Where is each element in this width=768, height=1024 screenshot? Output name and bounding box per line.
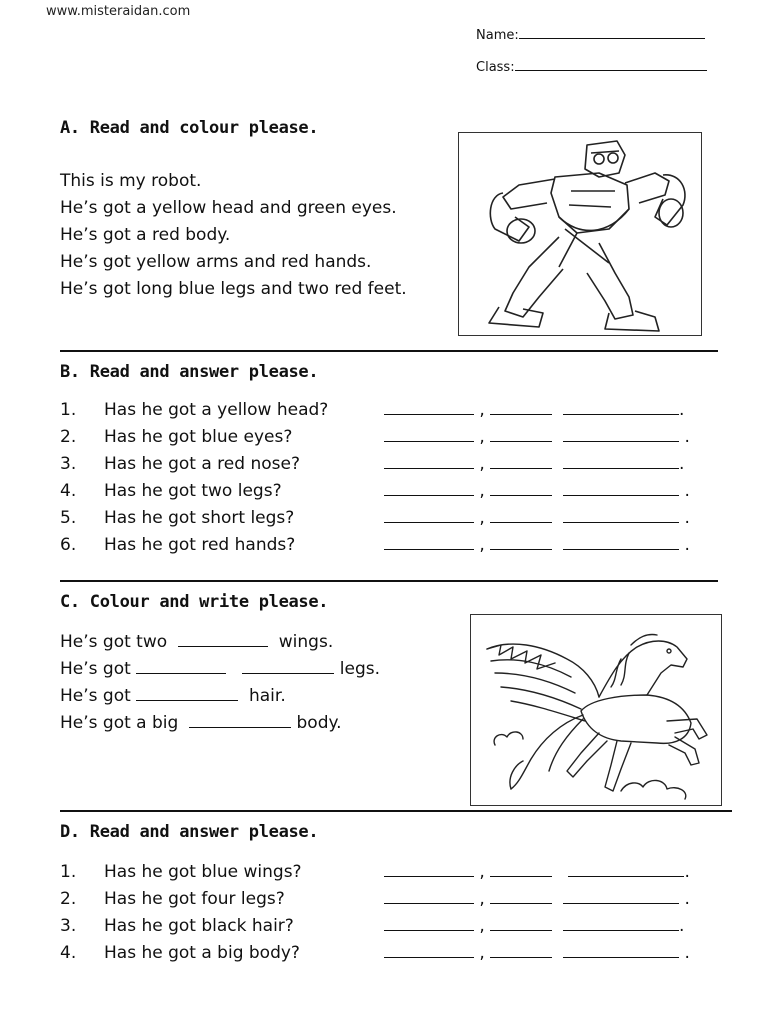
story-line: He’s got a yellow head and green eyes. <box>60 198 397 218</box>
answer-blanks[interactable]: , . <box>384 943 690 963</box>
write-line-text: He’s got a big <box>60 713 179 733</box>
write-line-text: legs. <box>339 659 381 679</box>
question-text: Has he got two legs? <box>104 481 282 501</box>
pegasus-icon <box>471 615 721 805</box>
class-blank[interactable] <box>515 58 707 71</box>
question-text: Has he got blue wings? <box>104 862 302 882</box>
question-text: Has he got four legs? <box>104 889 285 909</box>
write-blank[interactable] <box>136 659 226 674</box>
section-b-questions <box>60 400 740 562</box>
write-line-text: hair. <box>248 686 286 706</box>
write-line-text: He’s got two <box>60 632 168 652</box>
class-label: Class: <box>476 60 515 75</box>
question-number: 4. <box>60 481 77 501</box>
write-line-text: body. <box>296 713 342 733</box>
write-line <box>60 659 380 686</box>
write-line <box>60 713 342 740</box>
question-number: 4. <box>60 943 77 963</box>
question-number: 3. <box>60 916 77 936</box>
answer-blanks[interactable]: , . <box>384 916 684 936</box>
section-b-title: B. Read and answer please. <box>60 362 319 382</box>
question-number: 6. <box>60 535 77 555</box>
question-text: Has he got a big body? <box>104 943 300 963</box>
answer-blanks[interactable]: , . <box>384 454 684 474</box>
name-field[interactable] <box>476 26 705 43</box>
story-line: This is my robot. <box>60 171 202 191</box>
robot-icon <box>459 133 701 335</box>
answer-blanks[interactable]: , . <box>384 862 690 882</box>
question-row <box>60 481 740 508</box>
answer-blanks[interactable]: , . <box>384 508 690 528</box>
class-field[interactable] <box>476 58 707 75</box>
write-blank[interactable] <box>242 659 334 674</box>
question-number: 2. <box>60 427 77 447</box>
answer-blanks[interactable]: , . <box>384 535 690 555</box>
question-row <box>60 508 740 535</box>
write-blank[interactable] <box>136 686 238 701</box>
question-number: 2. <box>60 889 77 909</box>
section-a-title: A. Read and colour please. <box>60 118 319 138</box>
robot-picture <box>458 132 702 336</box>
question-number: 1. <box>60 400 77 420</box>
section-c-title: C. Colour and write please. <box>60 592 329 612</box>
question-row <box>60 427 740 454</box>
story-line: He’s got a red body. <box>60 225 231 245</box>
write-line <box>60 632 333 659</box>
question-text: Has he got short legs? <box>104 508 295 528</box>
divider <box>60 810 732 812</box>
question-row <box>60 454 740 481</box>
question-row <box>60 862 740 889</box>
story-line: He’s got yellow arms and red hands. <box>60 252 372 272</box>
question-text: Has he got a red nose? <box>104 454 300 474</box>
question-row <box>60 943 740 970</box>
write-blank[interactable] <box>178 632 268 647</box>
question-number: 1. <box>60 862 77 882</box>
website-url: www.misteraidan.com <box>46 4 191 19</box>
story-line: He’s got long blue legs and two red feet. <box>60 279 407 299</box>
write-line-text: He’s got <box>60 686 131 706</box>
question-text: Has he got blue eyes? <box>104 427 293 447</box>
divider <box>60 350 718 352</box>
question-row <box>60 916 740 943</box>
question-text: Has he got red hands? <box>104 535 296 555</box>
question-number: 3. <box>60 454 77 474</box>
question-row <box>60 400 740 427</box>
question-number: 5. <box>60 508 77 528</box>
question-text: Has he got black hair? <box>104 916 294 936</box>
question-row <box>60 535 740 562</box>
write-line-text: wings. <box>278 632 334 652</box>
section-d-questions <box>60 862 740 970</box>
name-label: Name: <box>476 28 519 43</box>
answer-blanks[interactable]: , . <box>384 889 690 909</box>
answer-blanks[interactable]: , . <box>384 481 690 501</box>
answer-blanks[interactable]: , . <box>384 400 684 420</box>
question-text: Has he got a yellow head? <box>104 400 329 420</box>
name-blank[interactable] <box>519 26 705 39</box>
answer-blanks[interactable]: , . <box>384 427 690 447</box>
write-line-text: He’s got <box>60 659 131 679</box>
pegasus-picture <box>470 614 722 806</box>
question-row <box>60 889 740 916</box>
write-blank[interactable] <box>189 713 291 728</box>
section-d-title: D. Read and answer please. <box>60 822 319 842</box>
write-line <box>60 686 286 713</box>
section-a-story <box>60 168 407 303</box>
divider <box>60 580 718 582</box>
